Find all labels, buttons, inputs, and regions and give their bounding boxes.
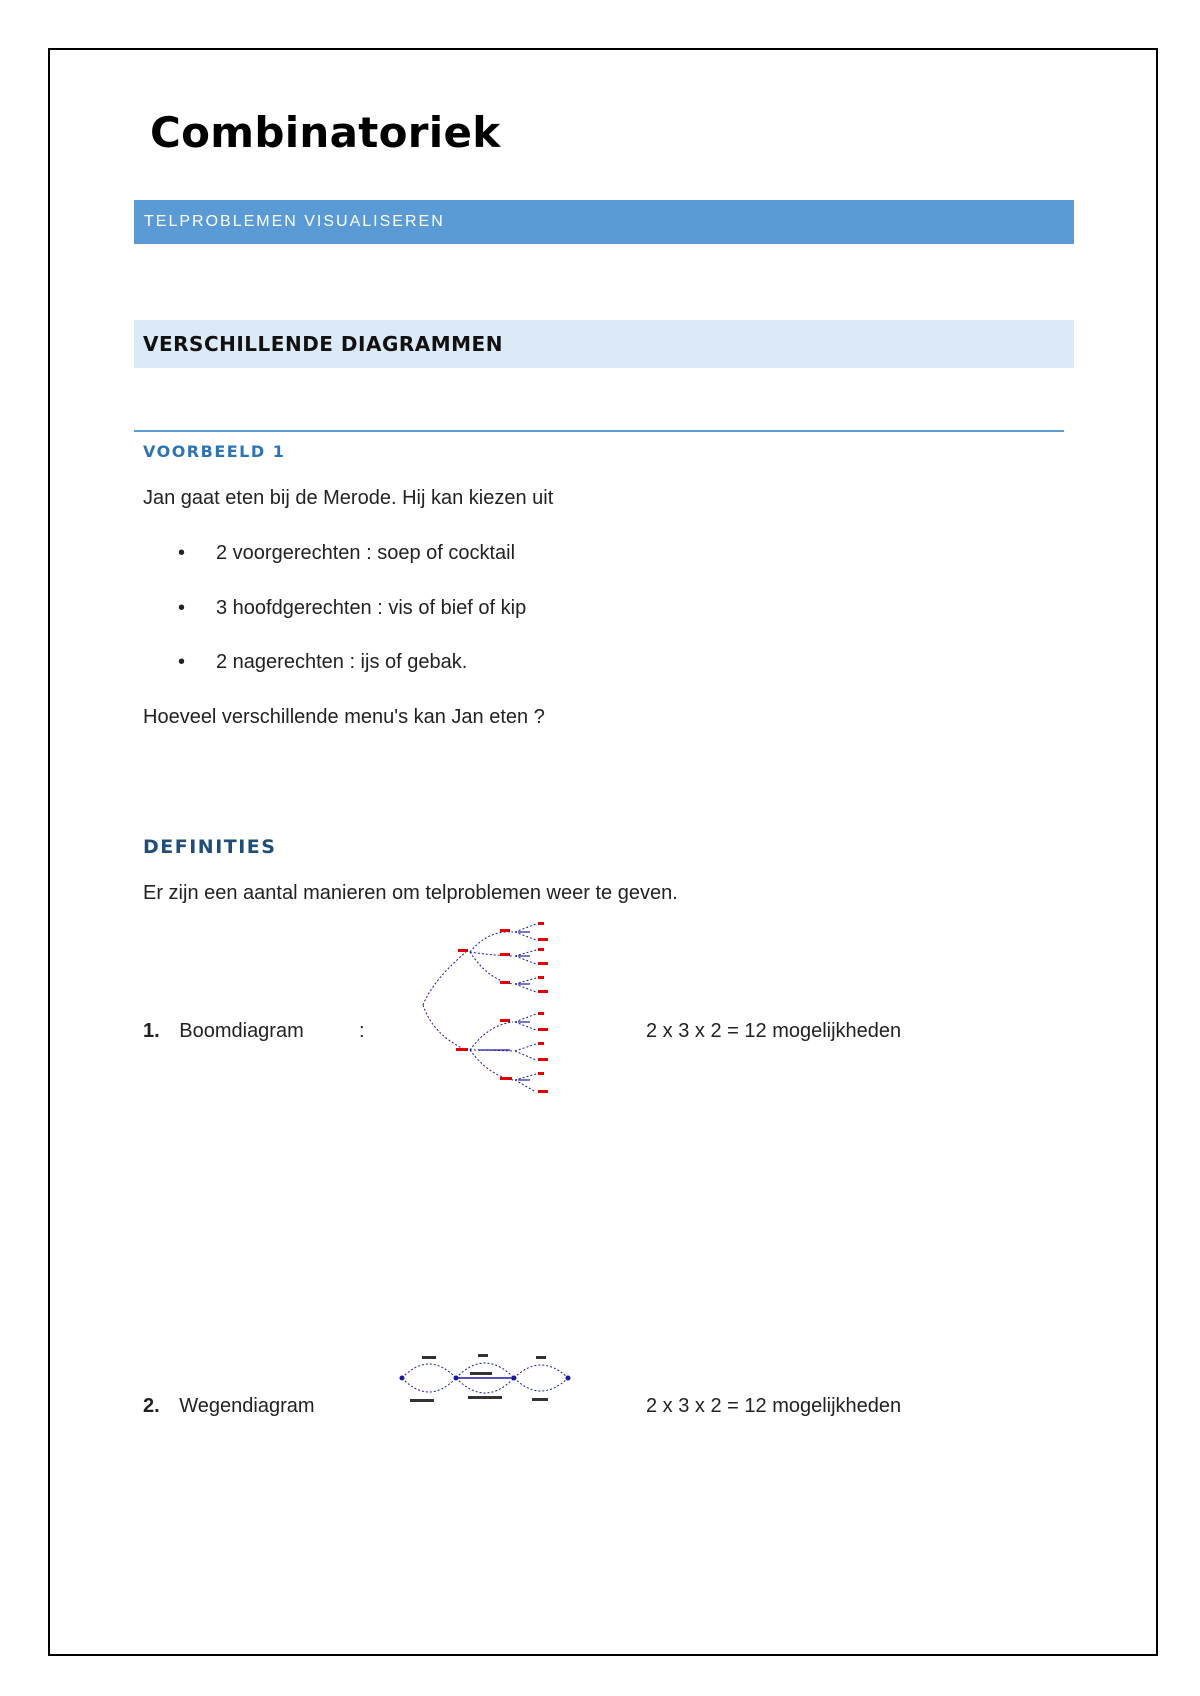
example-intro: Jan gaat eten bij de Merode. Hij kan kiezen uit <box>143 487 554 509</box>
definitions-heading: DEFINITIES <box>143 836 277 858</box>
subsection-band: VERSCHILLENDE DIAGRAMMEN <box>134 320 1074 368</box>
tree-diagram <box>418 910 568 1100</box>
heading-rule <box>134 430 1064 432</box>
example-heading: VOORBEELD 1 <box>143 442 286 461</box>
item-separator: : <box>359 1020 365 1042</box>
item-number: 2. <box>143 1395 160 1417</box>
definition-item-1 <box>143 1020 304 1043</box>
bullet-dot: • <box>178 542 186 564</box>
item-result: 2 x 3 x 2 = 12 mogelijkheden <box>646 1395 902 1417</box>
item-number: 1. <box>143 1020 160 1042</box>
bullet-item: 2 nagerechten : ijs of gebak. <box>216 651 468 673</box>
definitions-intro: Er zijn een aantal manieren om telproblemen weer te geven. <box>143 882 678 904</box>
example-question: Hoeveel verschillende menu's kan Jan eten ? <box>143 706 545 728</box>
bullet-dot: • <box>178 651 186 673</box>
road-diagram <box>398 1348 578 1408</box>
item-label: Wegendiagram <box>179 1395 315 1417</box>
bullet-dot: • <box>178 597 186 619</box>
bullet-item: 3 hoofdgerechten : vis of bief of kip <box>216 597 527 619</box>
definition-item-2 <box>143 1395 315 1418</box>
item-label: Boomdiagram <box>179 1020 304 1042</box>
page-title: Combinatoriek <box>150 108 501 157</box>
bullet-item: 2 voorgerechten : soep of cocktail <box>216 542 516 564</box>
section-band: TELPROBLEMEN VISUALISEREN <box>134 200 1074 244</box>
item-result: 2 x 3 x 2 = 12 mogelijkheden <box>646 1020 902 1042</box>
